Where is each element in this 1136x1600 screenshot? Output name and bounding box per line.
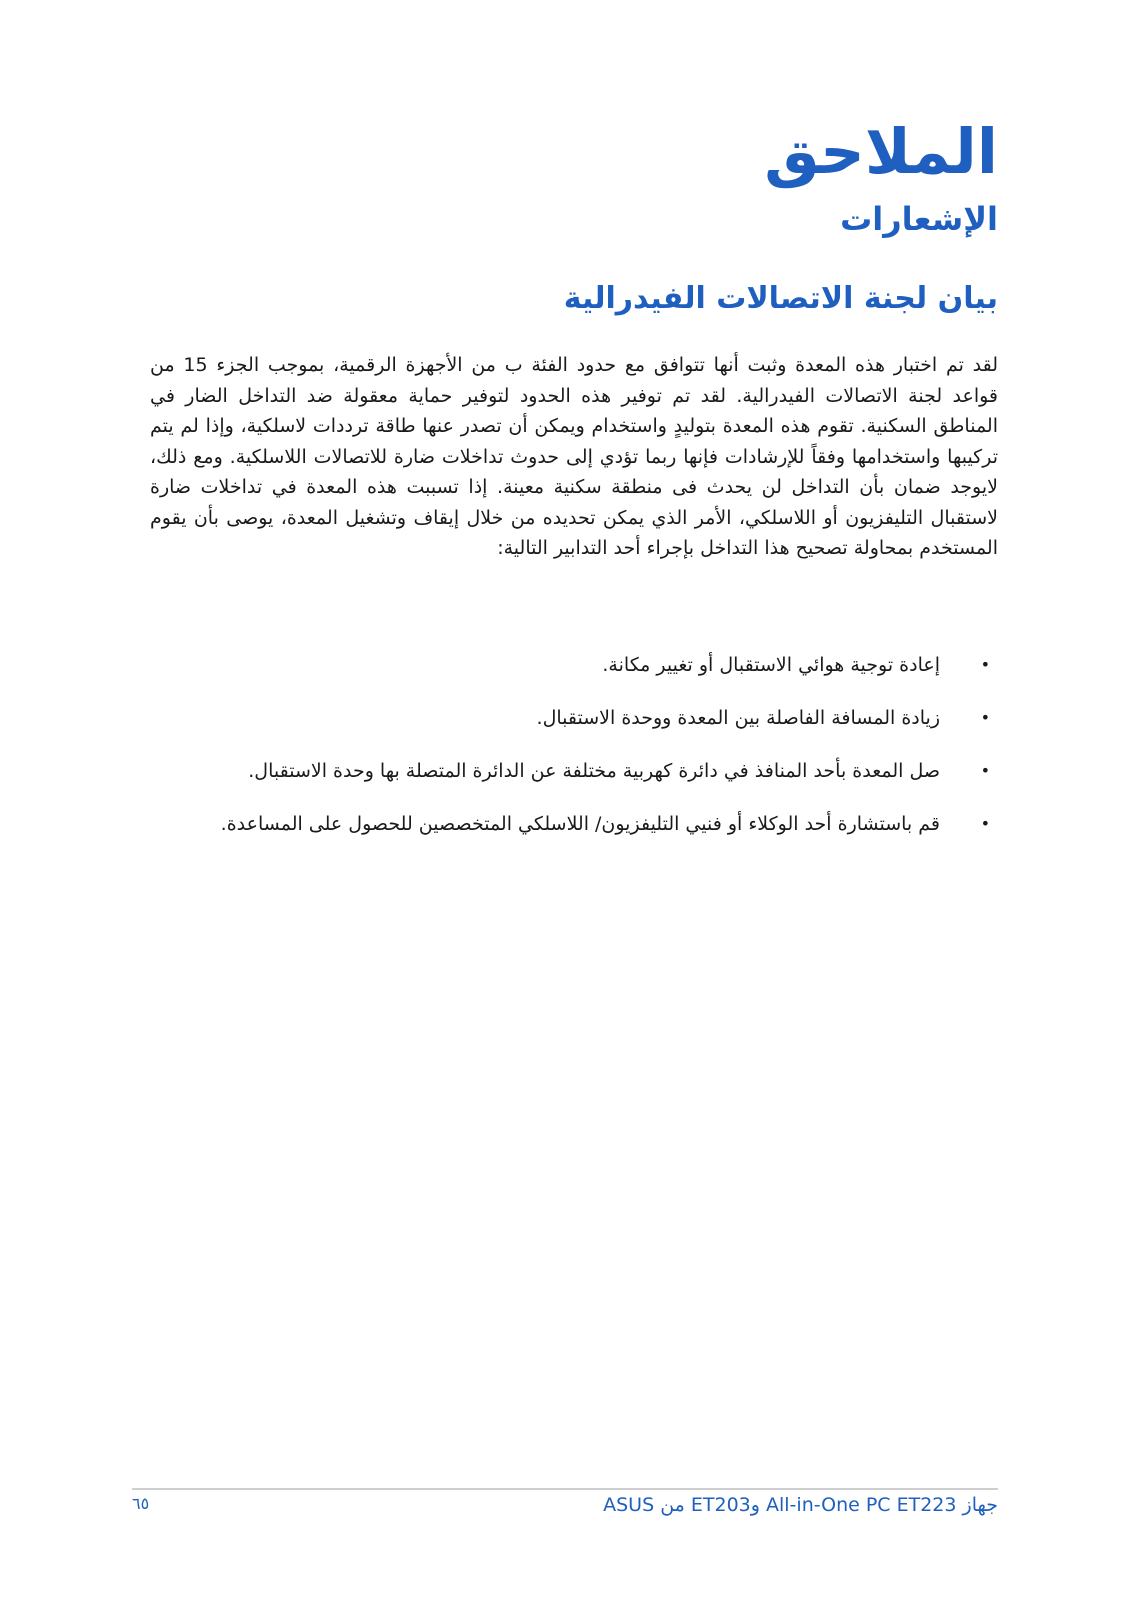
subsection-title: بيان لجنة الاتصالات الفيدرالية bbox=[563, 281, 998, 316]
page-number: ٦٥ bbox=[132, 1494, 150, 1513]
list-item-text: قم باستشارة أحد الوكلاء أو فنيي التليفزيون/ اللاسلكي المتخصصين للحصول على المساعدة. bbox=[220, 813, 940, 835]
bullet-icon: • bbox=[980, 708, 990, 727]
footer-product-text: جهاز All-in-One PC ET223 وET203 من ASUS bbox=[603, 1494, 998, 1516]
measures-list bbox=[150, 650, 998, 862]
section-title: الإشعارات bbox=[840, 200, 998, 238]
list-item-text: صل المعدة بأحد المنافذ في دائرة كهربية مختلفة عن الدائرة المتصلة بها وحدة الاستقبال. bbox=[248, 760, 940, 782]
chapter-title: الملاحق bbox=[764, 115, 998, 188]
list-item-text: زيادة المسافة الفاصلة بين المعدة ووحدة الاستقبال. bbox=[536, 707, 940, 729]
bullet-icon: • bbox=[980, 655, 990, 674]
footer-divider bbox=[132, 1488, 998, 1490]
bullet-icon: • bbox=[980, 761, 990, 780]
list-item bbox=[150, 650, 998, 680]
list-item bbox=[150, 756, 998, 786]
fcc-statement-paragraph: لقد تم اختبار هذه المعدة وثبت أنها تتوافق مع حدود الفئة ب من الأجهزة الرقمية، بموجب الجزء 15 من قواعد لجنة الاتصالات الفيدرالية. لقد تم توفير هذه الحدود لتوفير حماية معقولة ضد التداخل الضار في المناطق السكنية. تقوم هذه المعدة بتوليدٍ واستخدام ويمكن أن تصدر عنها طاقة ترددات لاسلكية، وإذا لم يتم تركيبها واستخدامها وفقاً للإرشادات فإنها ربما تؤدي إلى حدوث تداخلات ضارة للاتصالات اللاسلكية. ومع ذلك، لايوجد ضمان بأن التداخل لن يحدث فى منطقة سكنية معينة. إذا تسببت هذه المعدة في تداخلات ضارة لاستقبال التليفزيون أو اللاسلكي، الأمر الذي يمكن تحديده من خلال إيقاف وتشغيل المعدة، يوصى بأن يقوم المستخدم بمحاولة تصحيح هذا التداخل بإجراء أحد التدابير التالية: bbox=[150, 354, 998, 559]
list-item bbox=[150, 703, 998, 733]
bullet-icon: • bbox=[980, 814, 990, 833]
list-item-text: إعادة توجية هوائي الاستقبال أو تغيير مكانة. bbox=[602, 654, 940, 676]
list-item bbox=[150, 809, 998, 839]
